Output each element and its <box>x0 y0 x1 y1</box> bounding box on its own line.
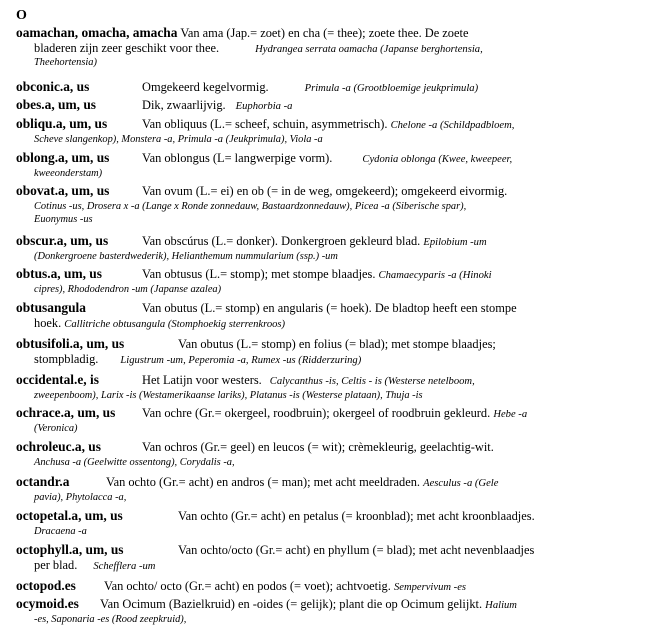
entry-definition: bladeren zijn zeer geschikt voor thee. <box>34 40 220 55</box>
dictionary-entry <box>16 337 628 366</box>
entry-term: obconic.a, us <box>16 79 90 94</box>
entry-definition: Dik, zwaarlijvig. <box>142 98 226 112</box>
entry-example-species: Cotinus -us, Drosera x -a (Lange x Ronde zonnedauw, Bastaardzonnedauw), Picea -a (Siberische spar), <box>34 200 467 212</box>
entry-example-species: (Veronica) <box>34 422 78 434</box>
entry-definition: Omgekeerd kegelvormig. <box>142 80 269 94</box>
entry-term: octopetal.a, um, us <box>16 508 123 523</box>
dictionary-entry <box>16 26 628 69</box>
entry-term: obtusifoli.a, um, us <box>16 336 125 351</box>
entry-example-species: cipres), Rhododendron -um (Japanse azalea) <box>34 283 222 295</box>
entry-term: octandr.a <box>16 474 70 489</box>
entry-term: ochroleuc.a, us <box>16 439 101 454</box>
entry-example-species: Epilobium -um <box>423 237 487 248</box>
entry-example-species: pavia), Phytolacca -a, <box>34 491 127 503</box>
entry-definition: stompbladig. <box>34 351 99 366</box>
entry-example-species: Dracaena -a <box>34 525 87 537</box>
entry-term: octopod.es <box>16 578 76 593</box>
entry-definition: Van obutus (L.= stomp) en folius (= blad); met stompe blaadjes; <box>178 337 496 351</box>
dictionary-entry <box>16 267 628 295</box>
dictionary-entry <box>16 98 628 113</box>
entry-definition: Van obliquus (L.= scheef, schuin, asymmetrisch). <box>142 117 388 131</box>
entry-term: octophyll.a, um, us <box>16 542 124 557</box>
entry-term: obtus.a, um, us <box>16 266 102 281</box>
entry-definition: Van ovum (L.= ei) en ob (= in de weg, omgekeerd); omgekeerd eivormig. <box>142 184 508 198</box>
entry-term: obovat.a, um, us <box>16 183 110 198</box>
entry-example-species: zweepenboom), Larix -is (Westamerikaanse lariks), Platanus -is (Westerse plataan), Thuja -is <box>34 389 423 401</box>
entry-term: obes.a, um, us <box>16 97 96 112</box>
entry-example-species: Chelone -a (Schildpadbloem, <box>390 120 515 131</box>
entry-term: obscur.a, um, us <box>16 233 109 248</box>
entry-definition: Van ochto (Gr.= acht) en andros (= man); met acht meeldraden. <box>106 475 420 489</box>
entry-definition: Van obutus (L.= stomp) en angularis (= hoek). De bladtop heeft een stompe <box>142 301 517 315</box>
entry-definition: Van ochto/ octo (Gr.= acht) en podos (= voet); achtvoetig. <box>104 579 391 593</box>
dictionary-entry <box>16 509 628 537</box>
entry-definition: Het Latijn voor westers. <box>142 373 262 387</box>
entry-definition: Van ochto (Gr.= acht) en petalus (= kroonblad); met acht kroonblaadjes. <box>178 509 535 523</box>
entry-example-species: Schefflera -um <box>93 560 156 572</box>
entry-term: obtusangula <box>16 300 86 315</box>
entry-example-species: Theehortensia) <box>34 57 97 69</box>
entry-definition: per blad. <box>34 557 78 572</box>
entry-example-species: Aesculus -a (Gele <box>423 478 499 489</box>
entry-term: ocymoid.es <box>16 596 79 611</box>
entry-example-species: Hydrangea serrata oamacha (Japanse berghortensia, <box>255 43 483 55</box>
entry-term: oblong.a, um, us <box>16 150 110 165</box>
dictionary-entry <box>16 373 628 401</box>
dictionary-entry <box>16 579 628 594</box>
entry-example-species: Anchusa -a (Geelwitte ossentong), Corydalis -a, <box>34 456 235 468</box>
section-letter: O <box>16 8 27 23</box>
entry-definition: Van obtusus (L.= stomp); met stompe blaadjes. <box>142 267 376 281</box>
entry-example-species: Chamaecyparis -a (Hinoki <box>378 270 492 281</box>
dictionary-entry <box>16 80 628 95</box>
entry-definition: hoek. <box>34 315 62 330</box>
entry-example-species: Euonymus -us <box>34 213 93 225</box>
entry-example-species: Hebe -a <box>493 409 528 420</box>
entry-example-species: Calycanthus -is, Celtis - is (Westerse netelboom, <box>269 376 475 387</box>
entry-example-species: Cydonia oblonga (Kwee, kweepeer, <box>362 154 513 165</box>
dictionary-entry <box>16 406 628 434</box>
entry-example-species: Scheve slangenkop), Monstera -a, Primula -a (Jeukprimula), Viola -a <box>34 133 323 145</box>
entry-definition: Van ochre (Gr.= okergeel, roodbruin); okergeel of roodbruin gekleurd. <box>142 406 491 420</box>
entry-term: obliqu.a, um, us <box>16 116 108 131</box>
entry-example-species: kweeonderstam) <box>34 167 103 179</box>
entry-example-species: -es, Saponaria -es (Rood zeepkruid), <box>34 613 187 625</box>
entry-example-species: Callitriche obtusangula (Stomphoekig sterrenkroos) <box>64 318 286 330</box>
entry-definition: Van obscúrus (L.= donker). Donkergroen gekleurd blad. <box>142 234 421 248</box>
entry-definition: Van ochros (Gr.= geel) en leucos (= wit); crèmekleurig, geelachtig-wit. <box>142 440 494 454</box>
entry-example-species: Sempervivum -es <box>393 582 467 593</box>
entry-definition: Van ama (Jap.= zoet) en cha (= thee); zoete thee. De zoete <box>180 26 469 40</box>
dictionary-entry <box>16 151 628 179</box>
dictionary-entry <box>16 301 628 330</box>
dictionary-entry <box>16 117 628 145</box>
dictionary-entry <box>16 543 628 572</box>
entry-term: occidental.e, is <box>16 372 99 387</box>
dictionary-entry <box>16 440 628 468</box>
entry-term: oamachan, omacha, amacha <box>16 25 178 40</box>
entry-term: ochrace.a, um, us <box>16 405 116 420</box>
entry-definition: Van Ocimum (Bazielkruid) en -oides (= gelijk); plant die op Ocimum gelijkt. <box>100 597 483 611</box>
entry-definition: Van oblongus (L= langwerpige vorm). <box>142 151 333 165</box>
dictionary-entry <box>16 475 628 503</box>
entry-example-species: Primula -a (Grootbloemige jeukprimula) <box>304 83 479 94</box>
entry-example-species: (Donkergroene basterdwederik), Helianthemum nummularium (ssp.) -um <box>34 250 338 262</box>
entry-example-species: Euphorbia -a <box>235 101 293 112</box>
dictionary-entry <box>16 597 628 625</box>
entry-example-species: Ligustrum -um, Peperomia -a, Rumex -us (Ridderzuring) <box>120 354 362 366</box>
dictionary-entry <box>16 234 628 262</box>
dictionary-entry <box>16 184 628 225</box>
entry-definition: Van ochto/octo (Gr.= acht) en phyllum (= blad); met acht nevenblaadjes <box>178 543 535 557</box>
entry-example-species: Halium <box>485 600 517 611</box>
